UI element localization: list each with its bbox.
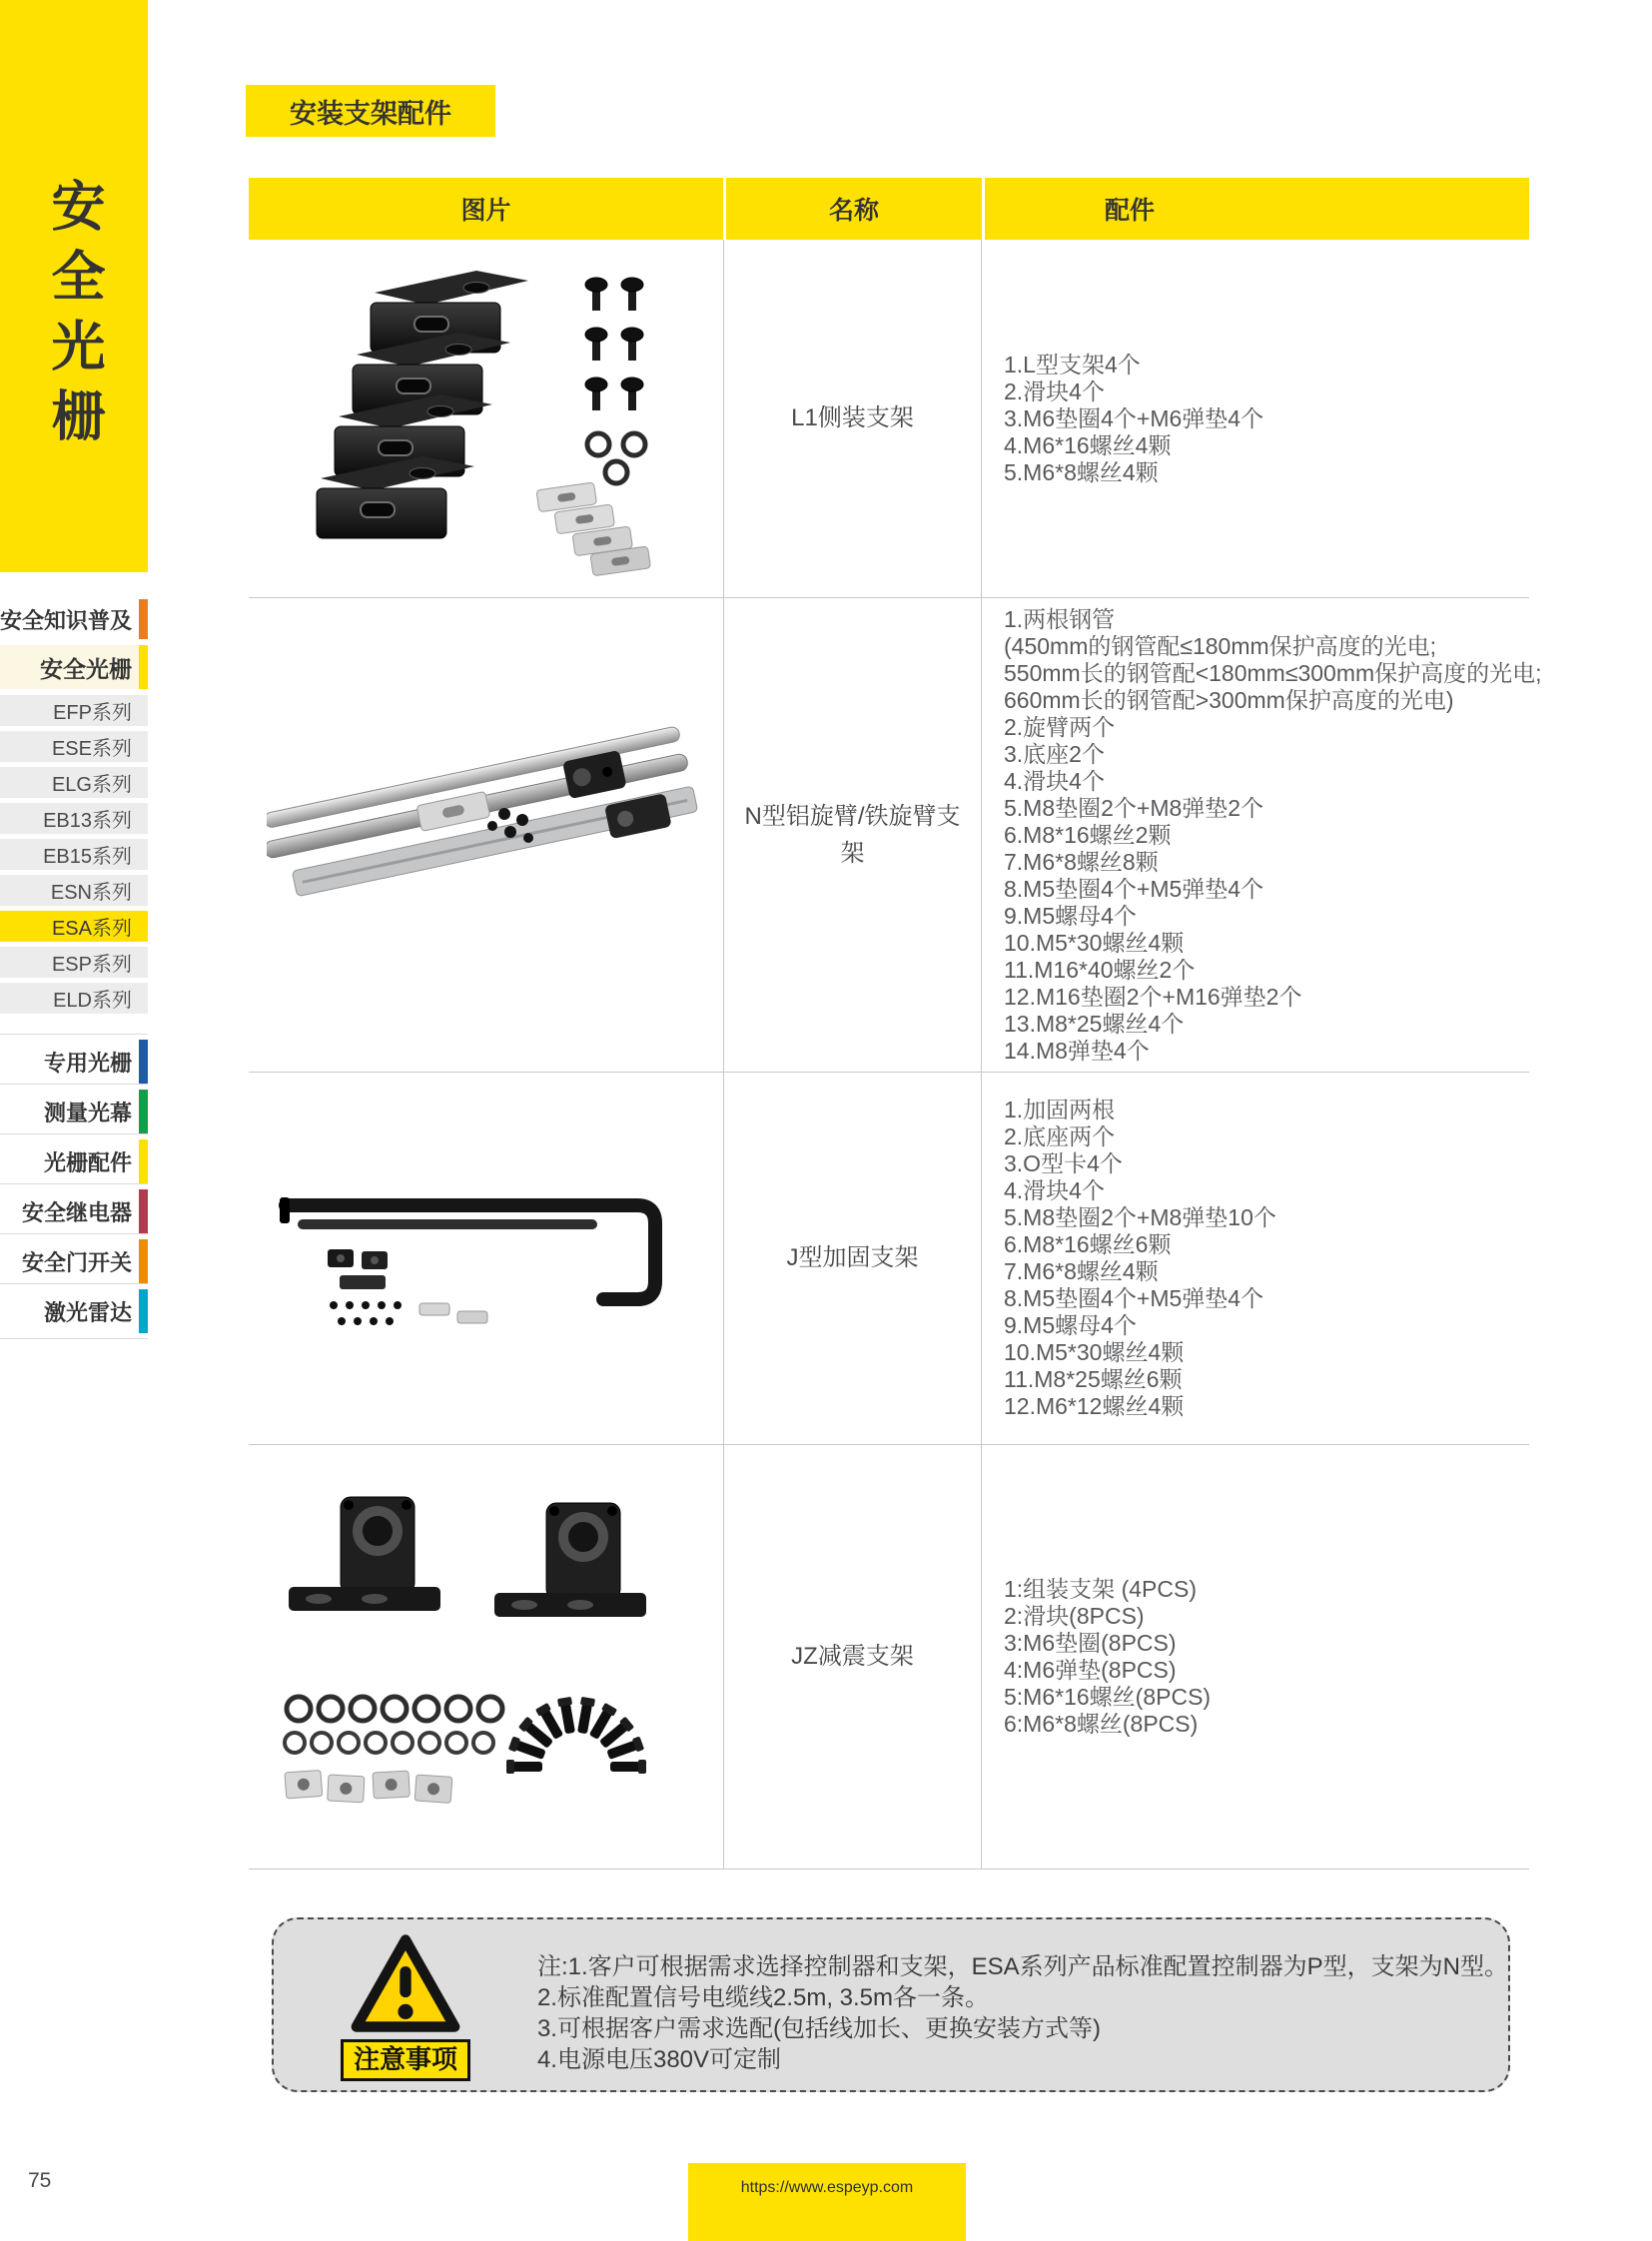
sidebar-item-label: ESE系列: [51, 738, 132, 760]
footer-url-box: [688, 2163, 966, 2241]
accessories-list: [1004, 1576, 1528, 1738]
sidebar-item-label: ESP系列: [51, 954, 132, 976]
sidebar-item-label: 安全知识普及: [0, 607, 132, 633]
sidebar-item-label: 安全继电器: [21, 1199, 132, 1225]
accessories-list: [1004, 1097, 1528, 1420]
sidebar-item-label: 安全光栅: [40, 655, 132, 682]
sidebar-item-label: 激光雷达: [43, 1299, 132, 1325]
accessory-line: 3:M6垫圈(8PCS): [1004, 1630, 1177, 1656]
accessory-line: 4:M6弹垫(8PCS): [1004, 1657, 1177, 1683]
sidebar-item-label: 专用光栅: [43, 1050, 132, 1076]
accent-bar: [139, 1090, 148, 1133]
notice-badge: 注意事项: [341, 2039, 470, 2081]
accessory-line: 1.L型支架4个: [1004, 351, 1141, 377]
accent-bar: [139, 1239, 148, 1283]
accessory-line: 4.滑块4个: [1004, 1177, 1105, 1203]
table-row-j-bracket: [249, 1073, 1529, 1445]
sidebar-item-esn[interactable]: [0, 875, 148, 906]
accessory-line: 6.M8*16螺丝6颗: [1004, 1231, 1172, 1257]
accessory-line: 2.旋臂两个: [1004, 713, 1116, 740]
accent-bar: [139, 1289, 148, 1333]
notice-box: [272, 1917, 1510, 2092]
screws: [585, 278, 643, 410]
accessory-line: 5.M6*8螺丝4颗: [1004, 458, 1159, 485]
accessories-list: [1004, 352, 1528, 486]
accessory-line: 14.M8弹垫4个: [1004, 1037, 1150, 1064]
table-row-jz-bracket: [249, 1445, 1529, 1869]
accessory-line: 11.M8*25螺丝6颗: [1004, 1366, 1183, 1392]
sidebar-item-esp[interactable]: [0, 947, 148, 978]
sidebar-item-label: 光栅配件: [43, 1149, 132, 1175]
sidebar-category-banner: [0, 0, 148, 572]
sidebar-item-label: 测量光幕: [43, 1100, 132, 1125]
bracket-name: N型铝旋臂/铁旋臂支架: [744, 802, 961, 867]
sidebar-item-label: ELD系列: [53, 990, 132, 1012]
sidebar-item-grating-accessories[interactable]: [0, 1139, 148, 1183]
cell-accessories: [982, 240, 1528, 597]
accessory-line: 7.M6*8螺丝8颗: [1004, 848, 1159, 875]
accessory-line: 550mm长的钢管配<180mm≤300mm保护高度的光电;: [1004, 659, 1542, 686]
notice-line: 2.标准配置信号电缆线2.5m, 3.5m各一条。: [536, 1984, 990, 2011]
sidebar-item-ese[interactable]: [0, 731, 148, 762]
sidebar-item-eld[interactable]: [0, 983, 148, 1014]
accessory-line: 9.M5螺母4个: [1004, 902, 1137, 929]
table-header-row: [249, 178, 1529, 240]
accessory-line: 5:M6*16螺丝(8PCS): [1004, 1684, 1212, 1710]
cell-name: [723, 1445, 982, 1868]
sidebar-item-label: ESN系列: [50, 882, 132, 904]
sidebar-item-measuring-curtain[interactable]: [0, 1090, 148, 1133]
accessory-line: 1.加固两根: [1004, 1097, 1116, 1122]
sidebar-section-menu: [0, 1034, 148, 1339]
cell-accessories: [982, 1073, 1528, 1444]
col-header-image: 图片: [249, 178, 723, 240]
accent-bar: [139, 599, 148, 639]
accessory-line: 11.M16*40螺丝2个: [1004, 956, 1196, 983]
accessory-line: 5.M8垫圈2个+M8弹垫10个: [1004, 1204, 1276, 1230]
accent-bar: [139, 1139, 148, 1183]
warning-triangle-icon: [347, 1931, 464, 2035]
sidebar-item-special-grating[interactable]: [0, 1040, 148, 1084]
sidebar-item-laser-radar[interactable]: [0, 1289, 148, 1333]
sidebar-item-label: EB13系列: [43, 810, 132, 832]
sidebar-item-safety-grating[interactable]: [0, 645, 148, 689]
accessory-line: 1:组装支架 (4PCS): [1004, 1576, 1197, 1602]
accessory-line: 8.M5垫圈4个+M5弹垫4个: [1004, 1285, 1264, 1311]
accessory-line: 3.O型卡4个: [1004, 1150, 1123, 1176]
bracket-name: JZ减震支架: [791, 1643, 914, 1671]
j-type-bracket-photo: [272, 1153, 701, 1363]
accessory-line: 2:滑块(8PCS): [1004, 1603, 1145, 1629]
accessory-line: (450mm的钢管配≤180mm保护高度的光电;: [1004, 632, 1437, 659]
accessory-line: 12.M16垫圈2个+M16弹垫2个: [1004, 983, 1302, 1010]
accessory-line: 6:M6*8螺丝(8PCS): [1004, 1711, 1199, 1737]
accessory-line: 13.M8*25螺丝4个: [1004, 1010, 1185, 1037]
accessory-line: 3.底座2个: [1004, 740, 1105, 767]
accent-bar: [139, 1189, 148, 1233]
cell-accessories: [982, 1445, 1528, 1868]
cell-image: [249, 1073, 723, 1444]
notice-lines: [537, 1951, 1508, 2090]
accessory-line: 12.M6*12螺丝4颗: [1004, 1393, 1185, 1419]
cell-image: [249, 1445, 723, 1868]
accessory-line: 8.M5垫圈4个+M5弹垫4个: [1004, 875, 1264, 902]
sidebar-item-label: EB15系列: [43, 846, 132, 868]
accessory-line: 4.滑块4个: [1004, 767, 1105, 794]
warning-sign: [274, 1919, 537, 2090]
bracket-name: L1侧装支架: [791, 404, 914, 432]
sidebar-item-efp[interactable]: [0, 695, 148, 726]
accessory-line: 1.两根钢管: [1004, 605, 1116, 632]
sidebar-item-eb15[interactable]: [0, 839, 148, 870]
accessory-line: 9.M5螺母4个: [1004, 1312, 1137, 1338]
n-type-bracket-photo: [267, 710, 706, 960]
sidebar-item-label: ELG系列: [51, 774, 132, 796]
sidebar-item-label: 安全门开关: [21, 1249, 132, 1275]
sidebar-item-label: ESA系列: [51, 918, 132, 940]
notice-line: 4.电源电压380V可定制: [536, 2046, 782, 2073]
accessory-line: 2.底座两个: [1004, 1123, 1116, 1149]
footer-url-link[interactable]: https://www.espeyp.com: [740, 2179, 914, 2196]
accessory-line: 660mm长的钢管配>300mm保护高度的光电): [1004, 686, 1454, 713]
cell-name: [723, 240, 982, 597]
cell-name: [723, 1073, 982, 1444]
accessories-list: [1004, 605, 1542, 1065]
notice-line: 注:1.客户可根据需求选择控制器和支架，ESA系列产品标准配置控制器为P型，支架为N型。: [536, 1953, 1508, 1980]
accessory-line: 7.M6*8螺丝4颗: [1004, 1258, 1159, 1284]
cell-image: [249, 240, 723, 597]
notice-line: 3.可根据客户需求选配(包括线加长、更换安装方式等): [536, 2015, 1101, 2042]
accent-bar: [139, 645, 148, 689]
table-row-n-bracket: [249, 598, 1542, 1073]
cell-accessories: [982, 598, 1542, 1072]
accessory-line: 4.M6*16螺丝4颗: [1004, 431, 1172, 458]
accessory-line: 6.M8*16螺丝2颗: [1004, 821, 1172, 848]
sidebar-series-menu: [0, 695, 148, 1019]
sidebar-item-label: EFP系列: [53, 702, 132, 724]
cell-image: [249, 598, 723, 1072]
sidebar-vertical-title: 安全光栅: [44, 178, 104, 457]
page-number: 75: [28, 2169, 52, 2192]
accessory-line: 5.M8垫圈2个+M8弹垫2个: [1004, 794, 1264, 821]
bracket-name: J型加固支架: [786, 1244, 919, 1272]
accessory-line: 10.M5*30螺丝4颗: [1004, 1339, 1185, 1365]
col-header-name: 名称: [726, 178, 982, 240]
sidebar-item-elg[interactable]: [0, 767, 148, 798]
table-row-l1-bracket: [249, 240, 1529, 598]
page-title: 安装支架配件: [246, 85, 495, 137]
accessory-line: 3.M6垫圈4个+M6弹垫4个: [1004, 404, 1264, 431]
sidebar-item-esa-active[interactable]: [0, 911, 148, 942]
accent-bar: [139, 1040, 148, 1084]
accessory-line: 10.M5*30螺丝4颗: [1004, 929, 1185, 956]
sidebar-item-safety-knowledge[interactable]: [0, 599, 148, 639]
cell-name: [723, 598, 982, 1072]
menu-divider: [0, 1338, 148, 1339]
accessories-table: [249, 178, 1542, 1869]
sidebar-item-safety-relay[interactable]: [0, 1189, 148, 1233]
accessory-line: 2.滑块4个: [1004, 377, 1105, 404]
l1-side-bracket-photo: [297, 259, 676, 578]
col-header-accessories: 配件: [985, 178, 1529, 240]
jz-bracket-photo: [277, 1477, 696, 1837]
sidebar-item-eb13[interactable]: [0, 803, 148, 834]
sidebar-item-safety-door-switch[interactable]: [0, 1239, 148, 1283]
